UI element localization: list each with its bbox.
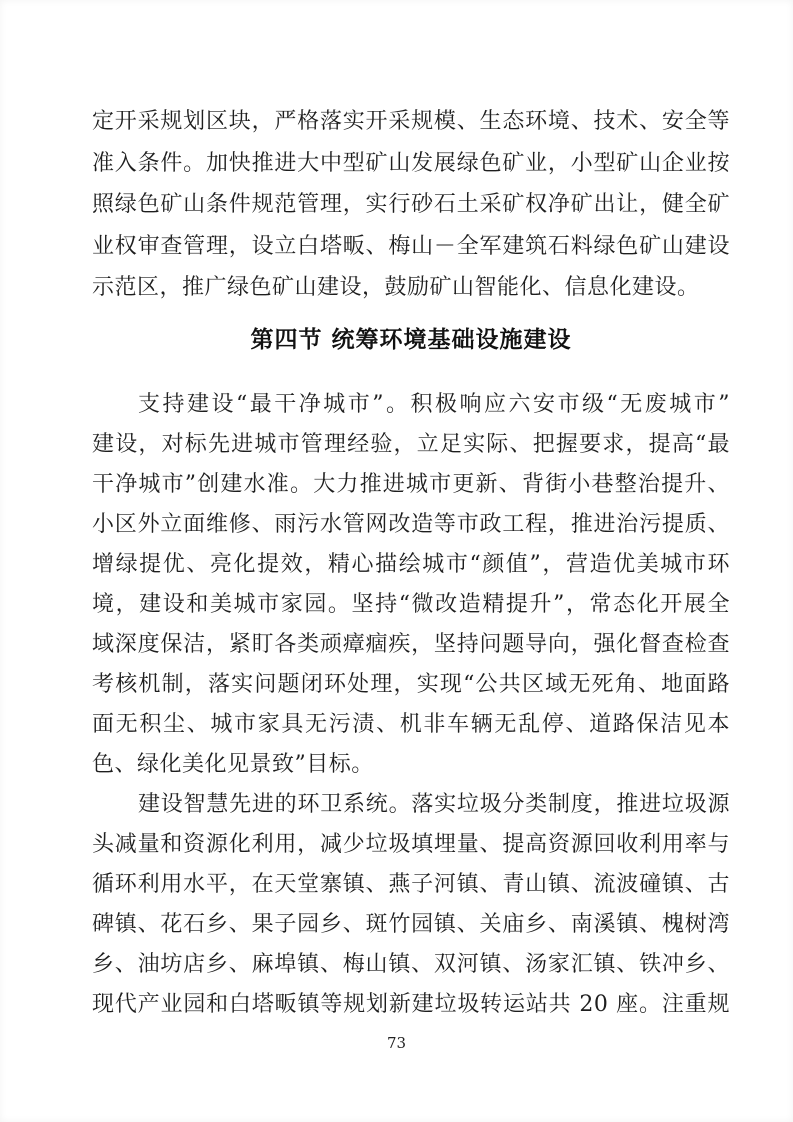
paragraph [92,385,730,785]
text-line: 小区外立面维修、雨污水管网改造等市政工程，推进治污提质、 [92,511,730,537]
text-line: 色、绿化美化见景致”目标。 [92,751,374,777]
paragraph [92,101,730,309]
text-line: 示范区，推广绿色矿山建设，鼓励矿山智能化、信息化建设。 [92,275,700,300]
text-line: 域深度保洁，紧盯各类顽瘴痼疾，坚持问题导向，强化督查检查 [92,631,730,657]
page-number: 73 [386,1034,407,1052]
paragraph [92,785,730,1025]
text-line: 考核机制，落实问题闭环处理，实现“公共区域无死角、地面路 [92,671,730,697]
text-line: 定开采规划区块，严格落实开采规模、生态环境、技术、安全等 [92,109,730,134]
text-line: 循环利用水平，在天堂寨镇、燕子河镇、青山镇、流波䃥镇、古 [92,871,730,897]
text-line: 面无积尘、城市家具无污渍、机非车辆无乱停、道路保洁见本 [92,711,730,737]
text-line: 现代产业园和白塔畈镇等规划新建垃圾转运站共 20 座。注重规 [92,991,730,1017]
section-heading: 第四节 统筹环境基础设施建设 [250,326,572,353]
text-line: 境，建设和美城市家园。坚持“微改造精提升”，常态化开展全 [92,591,730,617]
text-line: 建设，对标先进城市管理经验，立足实际、把握要求，提高“最 [92,431,730,457]
text-line: 照绿色矿山条件规范管理，实行砂石土采矿权净矿出让，健全矿 [92,192,730,217]
text-line: 支持建设“最干净城市”。积极响应六安市级“无废城市” [138,391,730,417]
text-line: 准入条件。加快推进大中型矿山发展绿色矿业，小型矿山企业按 [92,150,730,176]
text-line: 业权审查管理，设立白塔畈、梅山－全军建筑石料绿色矿山建设 [92,233,730,259]
text-line: 干净城市”创建水准。大力推进城市更新、背街小巷整治提升、 [92,471,730,497]
text-line: 增绿提优、亮化提效，精心描绘城市“颜值”，营造优美城市环 [92,551,730,577]
text-line: 乡、油坊店乡、麻埠镇、梅山镇、双河镇、汤家汇镇、铁冲乡、 [92,951,730,977]
document-body [92,101,730,1025]
text-line: 碑镇、花石乡、果子园乡、斑竹园镇、关庙乡、南溪镇、槐树湾 [92,911,730,937]
text-line: 建设智慧先进的环卫系统。落实垃圾分类制度，推进垃圾源 [138,791,730,817]
text-line: 头减量和资源化利用，减少垃圾填埋量、提高资源回收利用率与 [92,831,730,857]
